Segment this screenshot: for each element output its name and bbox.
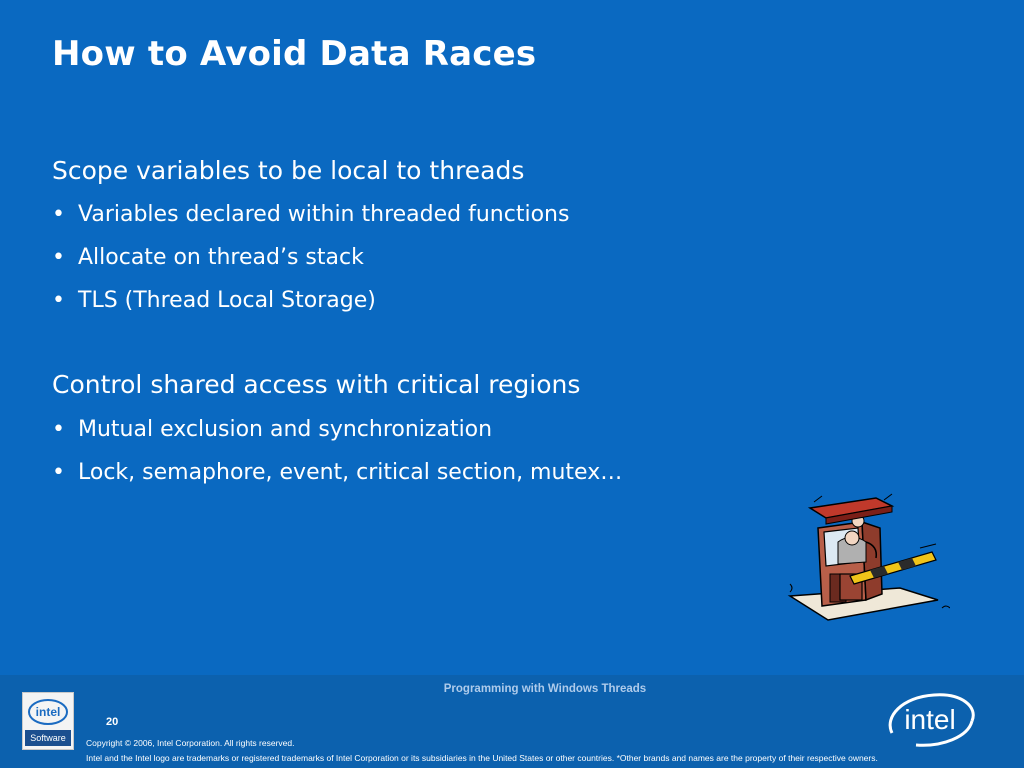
section-heading-control: Control shared access with critical regions bbox=[52, 370, 581, 399]
bullet-text: Variables declared within threaded functions bbox=[78, 202, 570, 227]
bullet-item bbox=[52, 417, 492, 442]
bullet-dot: • bbox=[52, 202, 65, 227]
slide-title: How to Avoid Data Races bbox=[52, 34, 537, 74]
bullet-text: Lock, semaphore, event, critical section, mutex… bbox=[78, 460, 623, 485]
bullet-item bbox=[52, 460, 622, 485]
gate-booth-illustration bbox=[780, 488, 950, 628]
bullet-item bbox=[52, 288, 376, 313]
intel-logo-text: intel bbox=[904, 704, 956, 735]
bullet-text: Mutual exclusion and synchronization bbox=[78, 417, 493, 442]
bullet-item bbox=[52, 202, 569, 227]
bullet-item bbox=[52, 245, 364, 270]
intel-badge-logo-text: intel bbox=[35, 705, 61, 719]
copyright-text: Copyright © 2006, Intel Corporation. All rights reserved. bbox=[86, 738, 295, 748]
section-heading-scope: Scope variables to be local to threads bbox=[52, 156, 525, 185]
bullet-text: Allocate on thread’s stack bbox=[78, 245, 364, 270]
intel-badge-logo-icon bbox=[26, 697, 70, 727]
trademark-text: Intel and the Intel logo are trademarks or registered trademarks of Intel Corporation or its subsidiaries in the United States or other countries. *Other brands and names are the property of their respective owners. bbox=[86, 753, 878, 763]
bullet-dot: • bbox=[52, 288, 65, 313]
slide-footer bbox=[0, 675, 1024, 768]
bullet-text: TLS (Thread Local Storage) bbox=[78, 288, 376, 313]
page-number: 20 bbox=[106, 716, 119, 728]
intel-logo-icon bbox=[882, 689, 978, 753]
footer-subtitle: Programming with Windows Threads bbox=[443, 683, 647, 695]
intel-software-badge bbox=[22, 692, 74, 750]
software-label: Software bbox=[25, 730, 71, 746]
bullet-dot: • bbox=[52, 245, 65, 270]
bullet-dot: • bbox=[52, 460, 65, 485]
bullet-dot: • bbox=[52, 417, 65, 442]
